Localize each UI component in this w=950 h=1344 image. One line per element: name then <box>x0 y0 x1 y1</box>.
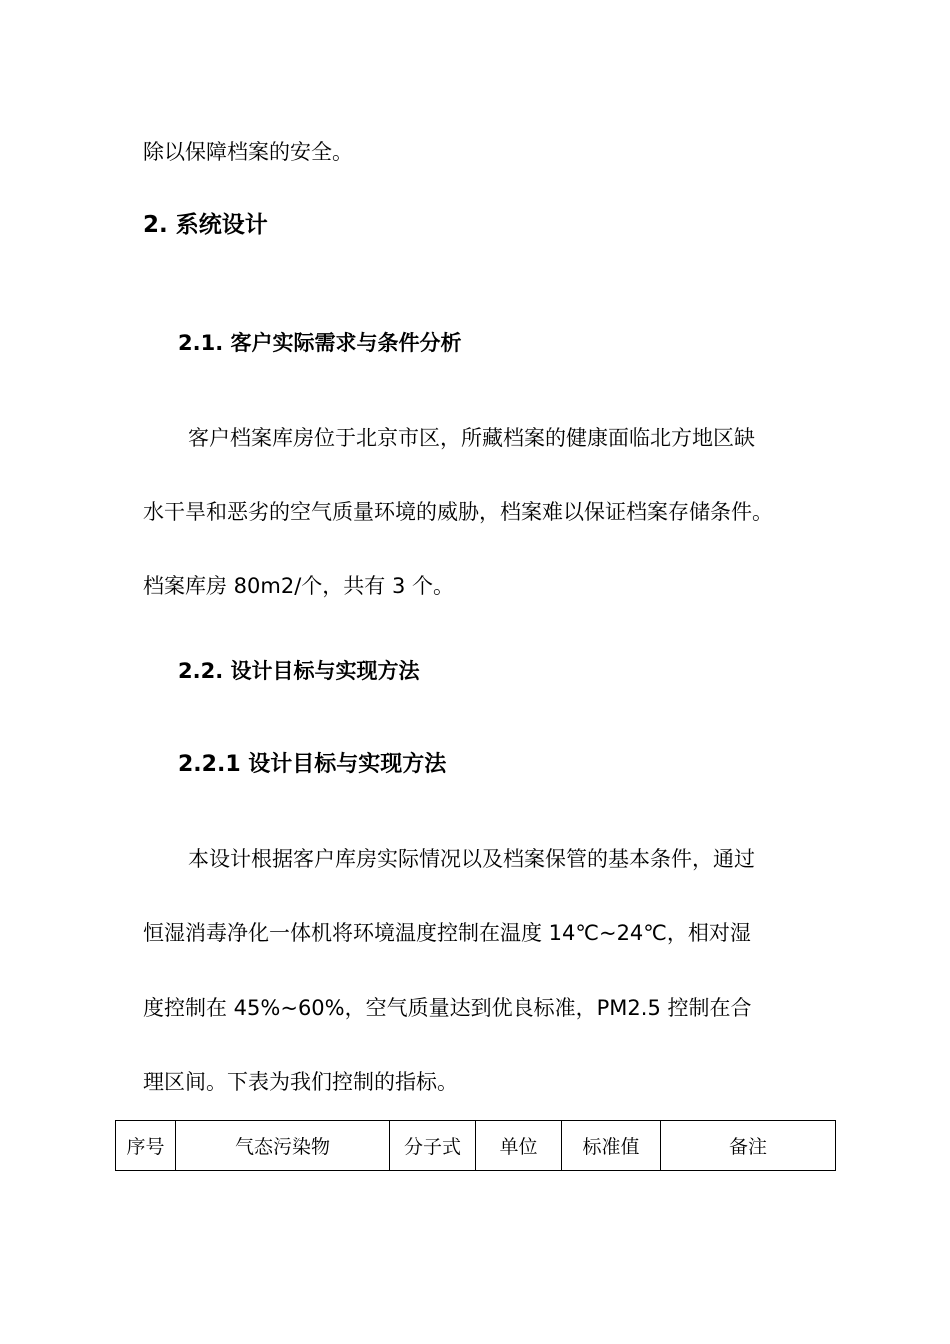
section-heading-2-2-1: 2.2.1 设计目标与实现方法 <box>178 752 447 777</box>
table-header-cell: 序号 <box>116 1121 176 1171</box>
paragraph-line: 本设计根据客户库房实际情况以及档案保管的基本条件，通过 <box>188 847 755 871</box>
table-header-cell: 备注 <box>661 1121 836 1171</box>
table-header-row <box>116 1121 836 1171</box>
table-header-cell: 标准值 <box>562 1121 661 1171</box>
table-header-cell: 分子式 <box>390 1121 476 1171</box>
section-heading-2: 2. 系统设计 <box>143 212 268 238</box>
paragraph-line: 度控制在 45%~60%，空气质量达到优良标准，PM2.5 控制在合 <box>143 996 752 1020</box>
pollutant-table <box>115 1120 836 1171</box>
paragraph-line: 档案库房 80m2/个，共有 3 个。 <box>143 574 455 598</box>
paragraph-line: 客户档案库房位于北京市区，所藏档案的健康面临北方地区缺 <box>188 426 755 450</box>
table-header-cell: 气态污染物 <box>176 1121 390 1171</box>
section-heading-2-2: 2.2. 设计目标与实现方法 <box>178 659 420 683</box>
paragraph-line: 理区间。下表为我们控制的指标。 <box>143 1070 458 1094</box>
paragraph-line: 恒湿消毒净化一体机将环境温度控制在温度 14℃~24℃，相对湿 <box>143 921 751 945</box>
table-header-cell: 单位 <box>476 1121 562 1171</box>
paragraph-line: 水干旱和恶劣的空气质量环境的威胁，档案难以保证档案存储条件。 <box>143 500 773 524</box>
section-heading-2-1: 2.1. 客户实际需求与条件分析 <box>178 331 462 355</box>
paragraph-line: 除以保障档案的安全。 <box>143 140 353 164</box>
